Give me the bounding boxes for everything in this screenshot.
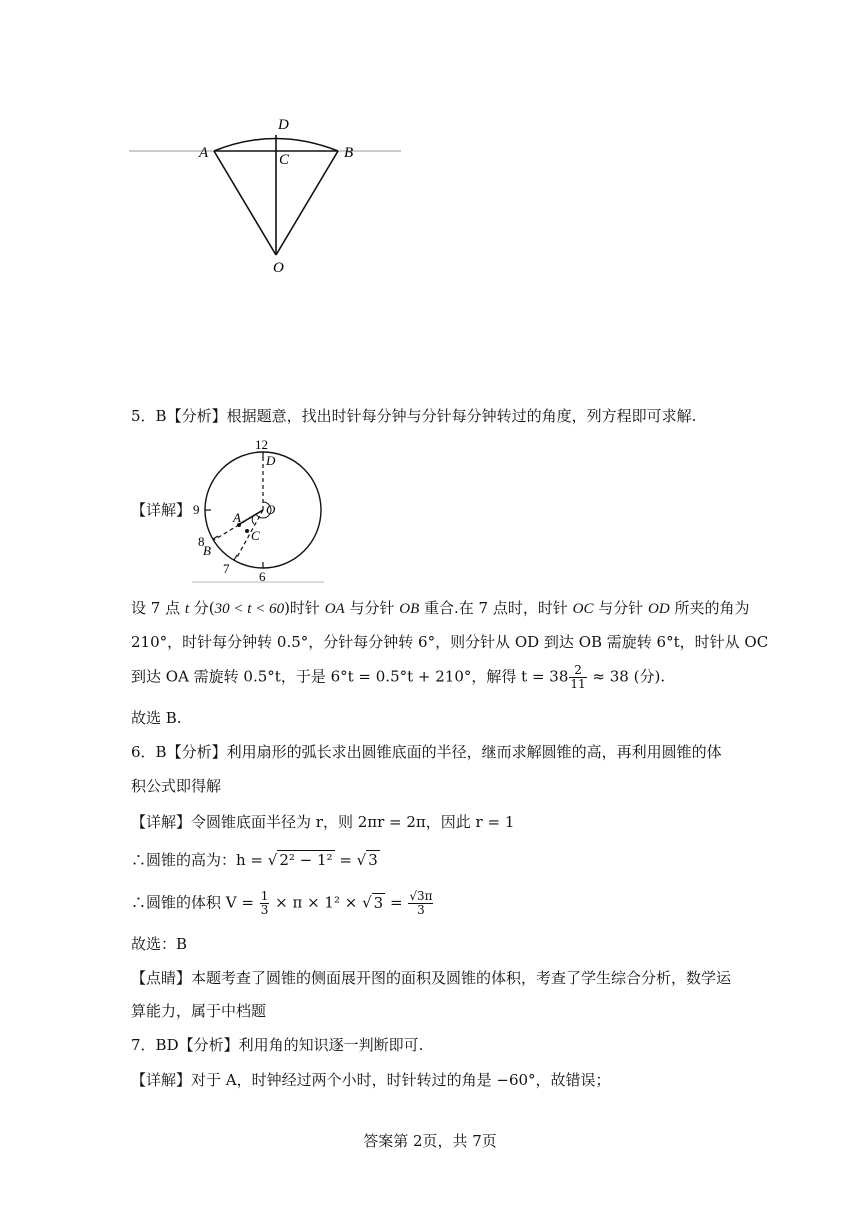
clock-8: 8	[198, 534, 205, 549]
tick-8	[213, 536, 218, 539]
clock-6: 6	[259, 569, 266, 584]
label-B: B	[344, 145, 354, 161]
clock-label-B: B	[203, 543, 211, 558]
clock-12: 12	[255, 437, 268, 452]
q7-head: 7．BD【分析】利用角的知识逐一判断即可.	[131, 1036, 424, 1054]
label-C: C	[279, 152, 290, 168]
tick-7	[234, 555, 237, 560]
page-footer: 答案第 2页，共 7页	[363, 1132, 497, 1150]
clock-7: 7	[223, 561, 230, 576]
q6-comment2: 算能力，属于中档题	[131, 1002, 267, 1020]
clock-diagram	[190, 432, 330, 584]
q5-line3: 到达 OA 需旋转 0.5°t，于是 6°t = 0.5°t + 210°，解得 t = 38 $\frac{2}{11}$ ≈ 38 (分).	[131, 663, 666, 691]
q6-answer: 故选：B	[131, 935, 188, 953]
label-O: O	[273, 260, 284, 276]
label-A: A	[199, 145, 209, 161]
clock-9: 9	[193, 502, 200, 517]
clock-label-D: D	[266, 453, 276, 468]
point-C	[245, 529, 249, 533]
q5-detail-label: 【详解】	[131, 501, 192, 519]
q6-height: ∴圆锥的高为：h = √ 2² − 1² = √ 3	[131, 851, 378, 869]
q5-line2: 210°，时针每分钟转 0.5°，分针每分钟转 6°，则分针从 OD 到达 OB 需旋转 6°t，时针从 OC	[131, 633, 769, 651]
q6-comment1: 【点睛】本题考查了圆锥的侧面展开图的面积及圆锥的体积，考查了学生综合分析，数学运	[131, 969, 732, 987]
q6-detail: 【详解】令圆锥底面半径为 r，则 2πr = 2π，因此 r = 1	[131, 813, 515, 831]
clock-label-O: O	[266, 502, 276, 517]
q6-head: 6．B【分析】利用扇形的弧长求出圆锥底面的半径，继而求解圆锥的高，再利用圆锥的体	[131, 743, 722, 761]
clock-label-C: C	[251, 528, 260, 543]
q5-answer: 故选 B.	[131, 709, 182, 727]
label-D: D	[278, 117, 289, 133]
q5-head: 5．B【分析】根据题意，找出时针每分钟与分针每分钟转过的角度，列方程即可求解.	[131, 407, 697, 425]
small-angle-arc	[252, 516, 254, 524]
q7-detail: 【详解】对于 A，时钟经过两个小时，时针转过的角是 −60°，故错误；	[131, 1071, 611, 1089]
q6-volume: ∴圆锥的体积 V = $\frac{1}{3}$ × π × 1² × √ 3 = $\frac{√3\pi}{3}$	[131, 889, 433, 917]
clock-label-A: A	[233, 510, 241, 525]
q5-line1: 设 7 点 t 分(30 < t < 60)时针 OA 与分针 OB 重合.在 7 点时，时针 OC 与分针 OD 所夹的角为	[131, 599, 750, 617]
radius-OA	[214, 151, 276, 255]
sector-diagram	[120, 110, 410, 280]
q6-head2: 积公式即得解	[131, 777, 222, 795]
